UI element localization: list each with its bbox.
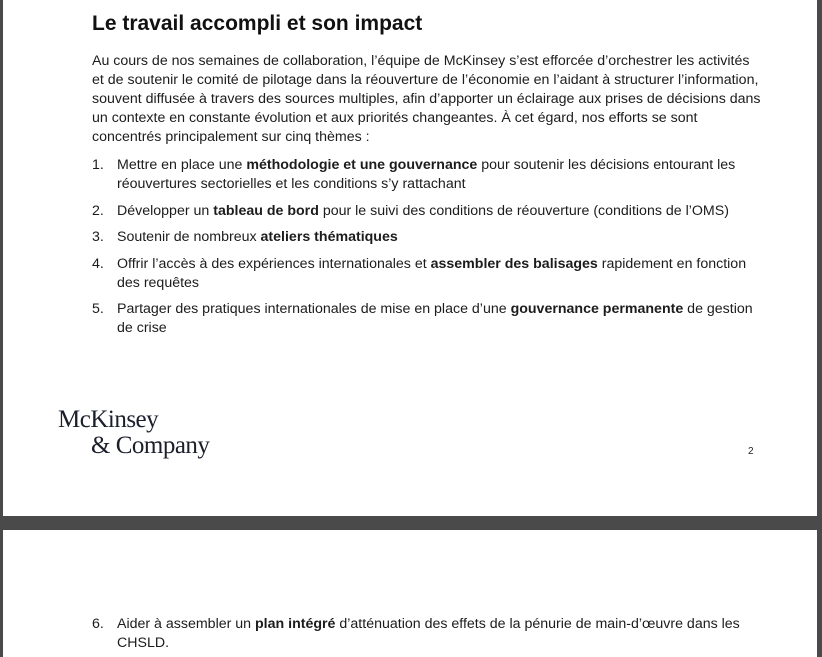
document-page-2 (3, 0, 817, 516)
logo-line-2: & Company (91, 432, 210, 459)
list-text (117, 156, 762, 194)
list-text-before: Soutenir de nombreux (117, 229, 261, 245)
list-text (117, 228, 762, 247)
list-text-before: Mettre en place une (117, 157, 247, 173)
list-text-before: Offrir l’accès à des expériences internationales et (117, 256, 431, 272)
list-text-bold: méthodologie et une gouvernance (246, 157, 478, 173)
list-number: 3. (92, 229, 104, 245)
list-text-before: Partager des pratiques internationales de mise en place d’une (117, 301, 511, 317)
list-text (117, 300, 762, 338)
list-text-before: Aider à assembler un (117, 616, 256, 632)
list-text (117, 255, 762, 293)
list-item-6 (92, 615, 762, 653)
list-text-bold: assembler des balisages (430, 256, 598, 272)
list-text (117, 202, 762, 221)
list-text-after: rapidement en fonction des requêtes (117, 256, 747, 291)
list-text-after: pour soutenir les décisions entourant les réouvertures sectorielles et les conditions s’y rattachant (117, 157, 736, 192)
list-number: 4. (92, 256, 104, 272)
list-item-4 (92, 255, 762, 293)
logo-line-1: McKinsey (58, 406, 159, 433)
list-number: 5. (92, 301, 104, 317)
list-text-after: de gestion de crise (117, 301, 753, 336)
list-number: 2. (92, 203, 104, 219)
list-item-3 (92, 228, 762, 247)
list-text-before: Développer un (117, 203, 214, 219)
list-item-1 (92, 156, 762, 194)
list-text-bold: plan intégré (255, 616, 336, 632)
list-text-bold: gouvernance permanente (510, 301, 684, 317)
list-text-bold: ateliers thématiques (260, 229, 398, 245)
section-heading: Le travail accompli et son impact (92, 12, 423, 35)
list-number: 6. (92, 616, 104, 632)
page-number: 2 (748, 446, 754, 457)
intro-paragraph: Au cours de nos semaines de collaboration, l’équipe de McKinsey s’est efforcée d’orchestrer les activités et de soutenir le comité de pilotage dans la réouverture de l’économie en l’aidant à structurer l’information, souvent diffusée à travers des sources multiples, afin d’apporter un éclairage aux prises de décisions dans un contexte en constante évolution et aux priorités changeantes. À cet égard, nos efforts se sont concentrés principalement sur cinq thèmes : (92, 53, 761, 145)
list-text-after: pour le suivi des conditions de réouverture (conditions de l’OMS) (318, 203, 729, 219)
list-text-bold: tableau de bord (213, 203, 319, 219)
list-number: 1. (92, 157, 104, 173)
list-text-after: d’atténuation des effets de la pénurie de main-d’œuvre dans les CHSLD. (117, 616, 740, 651)
document-page-3 (3, 530, 817, 657)
mckinsey-logo (58, 407, 209, 459)
list-item-5 (92, 300, 762, 338)
list-text (117, 615, 762, 653)
list-item-2 (92, 202, 762, 221)
